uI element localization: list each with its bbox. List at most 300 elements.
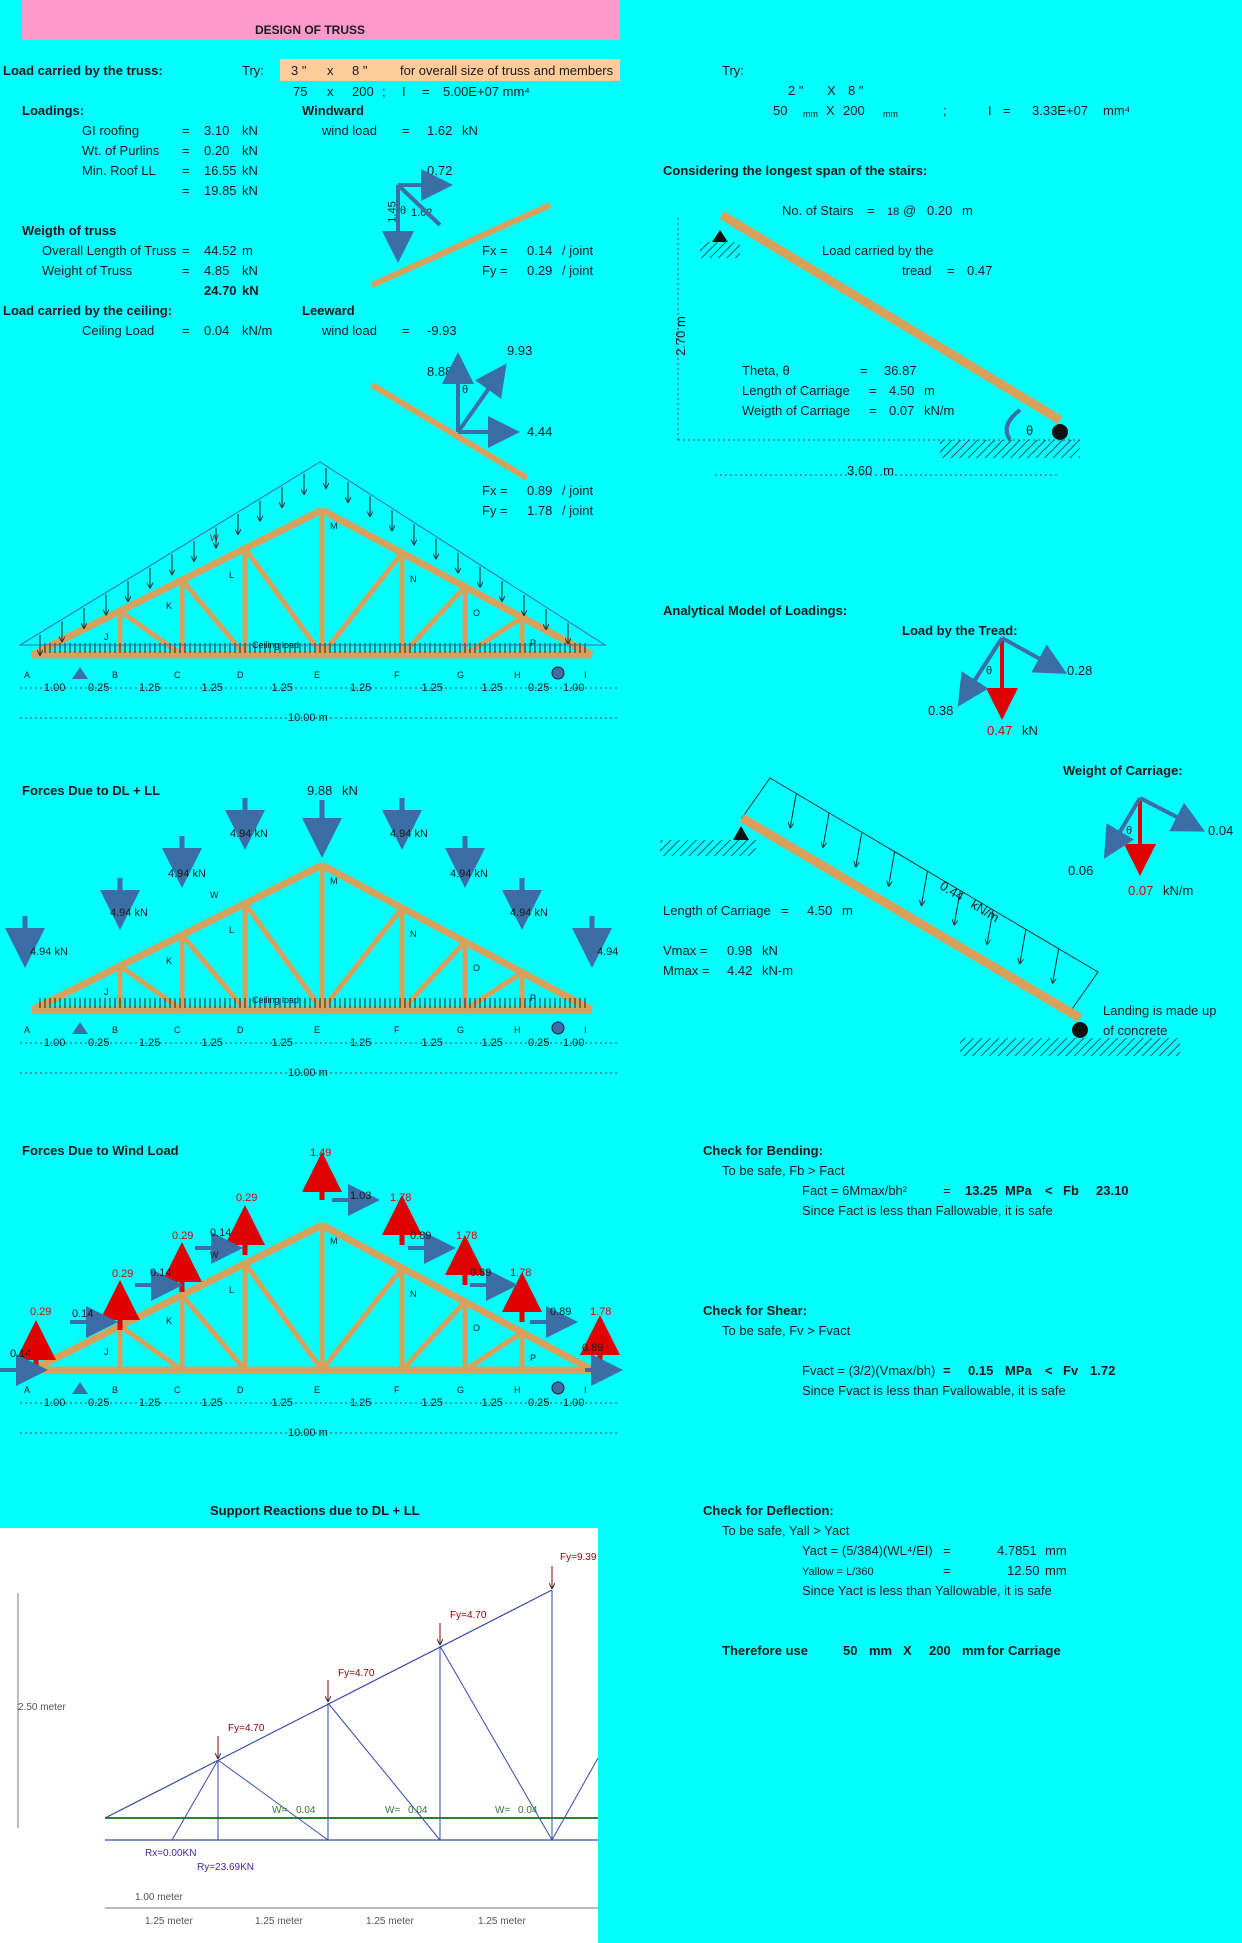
tread-line1: Load carried by the (822, 243, 934, 258)
truss-length-value: 44.52 (204, 243, 237, 258)
diagonal-member (182, 935, 245, 1010)
fy-label: Fy = (482, 503, 508, 518)
stairs-run-value: 3.60 (847, 463, 873, 478)
span-1: 0.25 (88, 1037, 110, 1049)
leeward-diagram (372, 360, 527, 478)
joint-label-b: B (112, 1385, 119, 1395)
joint-label-n: N (410, 928, 417, 939)
joint-label-o: O (473, 962, 481, 973)
stairs-size-x: X (827, 83, 836, 98)
dl-load-label: 4.94 kN (450, 868, 488, 880)
length-value: 4.50 (889, 383, 915, 398)
truss-total: 24.70 (204, 283, 237, 298)
truss-weight-label: Weight of Truss (42, 263, 133, 278)
joint-label-k: K (166, 1316, 173, 1326)
wind-horiz-right-1: 0.89 (410, 1230, 432, 1242)
span-3: 1.25 (201, 1037, 223, 1049)
loading-eq: = (182, 163, 190, 178)
joint-label-h: H (514, 1025, 521, 1035)
joint-label-a: A (24, 670, 31, 680)
bending-allow: 23.10 (1096, 1183, 1129, 1198)
windward-label: wind load (322, 123, 377, 138)
apex-load: 9.88 (307, 783, 333, 798)
deflection-rule: To be safe, Yall > Yact (722, 1523, 850, 1538)
windward-top-force: 0.72 (427, 163, 453, 178)
joint-label-m: M (330, 876, 338, 886)
leeward-fx: 0.89 (527, 483, 553, 498)
wind-horiz-right-2: 0.89 (470, 1267, 492, 1279)
udl-value: 0.44 (937, 878, 967, 904)
diagonal-member (402, 1302, 465, 1370)
rx-label: Rx=0.00KN (145, 1848, 197, 1859)
inertia-label: I (988, 103, 992, 118)
per-joint: / joint (562, 503, 594, 518)
carriage-left: 0.06 (1068, 863, 1094, 878)
wind-horiz-left-0: 0.14 (10, 1348, 32, 1360)
joint-label-a: A (24, 1025, 31, 1035)
tread-value: 0.47 (967, 263, 993, 278)
eq: = (943, 1563, 951, 1578)
span-0: 1.00 (44, 682, 66, 694)
diagonal-member (182, 1295, 245, 1370)
wind-horiz-left-1: 0.14 (72, 1308, 94, 1320)
diagonal-member (465, 972, 522, 1010)
w-value: 0.04 (296, 1805, 316, 1816)
wind-vert-left-3: 0.29 (236, 1192, 258, 1204)
shear-heading: Check for Shear: (703, 1303, 808, 1318)
diagonal-member (182, 580, 245, 655)
joint-label-b: B (112, 1025, 119, 1035)
joint-label-a: A (24, 1385, 31, 1395)
deflection-note: Since Yact is less than Yallowable, it is safe (802, 1583, 1052, 1598)
fx-label: Fx = (482, 243, 508, 258)
final-h: 200 (929, 1643, 951, 1658)
bending-formula: Fact = 6Mmax/bh² (802, 1183, 908, 1198)
diagonal-member (120, 1326, 182, 1370)
analytical-length-value: 4.50 (807, 903, 833, 918)
eq: = (947, 263, 955, 278)
windward-diag-force: 1.62 (411, 207, 433, 219)
tread-down: 0.47 (987, 723, 1013, 738)
dim-semicolon: ; (382, 84, 386, 99)
unit: mm (883, 109, 898, 119)
joint-label-l: L (229, 924, 235, 935)
loadings-heading: Loadings: (22, 103, 85, 118)
wind-horiz-right-3: 0.89 (550, 1306, 572, 1318)
wind-horiz-left-2: 0.14 (150, 1267, 172, 1279)
final-b: 50 (843, 1643, 858, 1658)
unit: kN (462, 123, 478, 138)
span-2: 1.25 (139, 1397, 161, 1409)
reactions-drawing (0, 1528, 598, 1943)
joint-label-g: G (457, 1385, 465, 1395)
joint-label-f: F (394, 1025, 400, 1035)
try-note: for overall size of truss and members (400, 63, 614, 78)
page-title: DESIGN OF TRUSS (255, 23, 366, 37)
unit: kN (762, 943, 778, 958)
span-9: 1.00 (563, 682, 585, 694)
diagonal-member (402, 942, 465, 1010)
carriage-down: 0.07 (1128, 883, 1154, 898)
mmax-label: Mmax = (663, 963, 710, 978)
joint-label-b: B (112, 670, 119, 680)
diagonal-member (465, 617, 522, 655)
diagonal-member (322, 1268, 402, 1370)
x: X (903, 1643, 912, 1658)
joint-label-i: I (584, 1025, 587, 1035)
leeward-vert-force: 8.88 (427, 364, 453, 379)
dim-first: 1.00 meter (135, 1892, 183, 1903)
loading-label: GI roofing (82, 123, 140, 138)
mmax-value: 4.42 (727, 963, 753, 978)
w-value: 0.04 (518, 1805, 538, 1816)
allow-label: Fv (1063, 1363, 1079, 1378)
loading-value: 3.10 (204, 123, 230, 138)
stairs-size-w: 2 " (788, 83, 804, 98)
analytical-heading: Analytical Model of Loadings: (663, 603, 848, 618)
length-label: Length of Carriage (742, 383, 850, 398)
eq: = (860, 363, 868, 378)
per-joint: / joint (562, 483, 594, 498)
shear-note: Since Fvact is less than Fvallowable, it is safe (802, 1383, 1066, 1398)
span-9: 1.00 (563, 1397, 585, 1409)
loading-label: Min. Roof LL (82, 163, 156, 178)
leeward-heading: Leeward (302, 303, 355, 318)
semicolon: ; (943, 103, 947, 118)
deflection-value2: 12.50 (1007, 1563, 1040, 1578)
carriage-right: 0.04 (1208, 823, 1234, 838)
span-6: 1.25 (421, 682, 443, 694)
stairs-try-label: Try: (722, 63, 744, 78)
loading-eq: = (182, 123, 190, 138)
shear-value: 0.15 (968, 1363, 994, 1378)
unit: kN/m (968, 896, 1003, 926)
dl-load-label: 4.94 kN (390, 828, 428, 840)
landing-line1: Landing is made up (1103, 1003, 1217, 1018)
wind-vert-left-1: 0.29 (112, 1268, 134, 1280)
reactions-heading: Support Reactions due to DL + LL (210, 1503, 420, 1518)
span-8: 0.25 (528, 682, 550, 694)
loading-unit: kN (242, 123, 258, 138)
udl-arrow (790, 794, 796, 828)
total-span: 10.00 m (288, 1427, 328, 1439)
joint-label-n: N (410, 1288, 417, 1299)
dim-1: 1.25 meter (145, 1916, 193, 1927)
forces-wind-heading: Forces Due to Wind Load (22, 1143, 179, 1158)
leeward-label: wind load (322, 323, 377, 338)
weight-value: 0.07 (889, 403, 915, 418)
joint-label-e: E (314, 1385, 321, 1395)
loading-label: Wt. of Purlins (82, 143, 160, 158)
ceiling-heading: Load carried by the ceiling: (3, 303, 173, 318)
span-8: 0.25 (528, 1037, 550, 1049)
wind-horiz-left-3: 0.14 (210, 1227, 232, 1239)
joint-label-h: H (514, 670, 521, 680)
udl-arrow (823, 813, 829, 847)
span-1: 0.25 (88, 1397, 110, 1409)
joint-label-c: C (174, 1025, 181, 1035)
leeward-top-force: 9.93 (507, 343, 533, 358)
fy-top: Fy=9.39 (560, 1552, 597, 1563)
final-for: for Carriage (987, 1643, 1061, 1658)
unit: mm (962, 1643, 986, 1658)
deflection-formula1: Yact = (5/384)(WL⁴/EI) (802, 1543, 933, 1558)
udl-arrow (856, 832, 862, 866)
w-label: W= (272, 1805, 288, 1816)
span-7: 1.25 (481, 1397, 503, 1409)
joint-label-j: J (104, 632, 109, 642)
eq: = (402, 323, 410, 338)
dl-load-label: 4.94 kN (510, 907, 548, 919)
w-label: W (210, 1250, 219, 1260)
dim-i: I (402, 84, 406, 99)
w-label: W= (385, 1805, 401, 1816)
bending-value: 13.25 (965, 1183, 998, 1198)
no-stairs-label: No. of Stairs (782, 203, 854, 218)
try-width: 3 " (291, 63, 307, 78)
shear-formula: Fvact = (3/2)(Vmax/bh) (802, 1363, 936, 1378)
unit: MPa (1005, 1183, 1032, 1198)
dim-3: 1.25 meter (366, 1916, 414, 1927)
eq: = (867, 203, 875, 218)
shear-allow: 1.72 (1090, 1363, 1116, 1378)
pin-support (72, 1022, 88, 1034)
span-8: 0.25 (528, 1397, 550, 1409)
stairs-inertia: 3.33E+07 (1032, 103, 1089, 118)
roller-support (552, 1382, 564, 1394)
top-chord-left (32, 1225, 322, 1370)
joint-label-d: D (237, 670, 244, 680)
deflection-heading: Check for Deflection: (703, 1503, 834, 1518)
udl-arrow (889, 852, 895, 886)
span-4: 1.25 (271, 682, 293, 694)
joint-label-i: I (584, 670, 587, 680)
unit: MPa (1005, 1363, 1032, 1378)
w-value: 0.04 (408, 1805, 428, 1816)
unit: mm (869, 1643, 893, 1658)
joint-label-l: L (229, 569, 235, 580)
load-truss-heading: Load carried by the truss: (3, 63, 163, 78)
at: @ (903, 203, 917, 218)
height-label: 2.50 meter (18, 1702, 66, 1713)
carriage-load-diagram (1108, 798, 1198, 868)
windward-value: 1.62 (427, 123, 453, 138)
joint-label-n: N (410, 573, 417, 584)
wind-apex: 1.49 (310, 1147, 332, 1159)
joint-label-j: J (104, 1347, 109, 1357)
diagonal-member (120, 611, 182, 655)
allow-label: Fb (1063, 1183, 1079, 1198)
span-2: 1.25 (139, 682, 161, 694)
unit: m (842, 903, 853, 918)
weight-truss-heading: Weigth of truss (22, 223, 117, 238)
fy-left: Fy=4.70 (228, 1723, 265, 1734)
stairs-height (673, 316, 689, 356)
joint-label-k: K (166, 956, 173, 966)
leeward-fy: 1.78 (527, 503, 553, 518)
bending-note: Since Fact is less than Fallowable, it is safe (802, 1203, 1053, 1218)
windward-fy: 0.29 (527, 263, 553, 278)
top-chord-left (32, 865, 322, 1010)
unit: m (242, 243, 253, 258)
truss-diagram-3 (0, 1162, 620, 1433)
unit: m (883, 463, 894, 478)
top-chord-right (322, 510, 592, 655)
span-4: 1.25 (271, 1037, 293, 1049)
joint-label-d: D (237, 1025, 244, 1035)
w-label: W (210, 533, 219, 543)
analytical-length-label: Length of Carriage (663, 903, 771, 918)
joint-label-m: M (330, 1236, 338, 1246)
fy-mid-1: Fy=4.70 (450, 1610, 487, 1621)
joint-label-o: O (473, 1322, 481, 1333)
loading-unit: kN (242, 183, 258, 198)
unit: mm (1045, 1563, 1067, 1578)
stairs-size-h: 8 " (848, 83, 864, 98)
wind-vert-left-2: 0.29 (172, 1230, 194, 1242)
bending-heading: Check for Bending: (703, 1143, 823, 1158)
eq: = (943, 1543, 951, 1558)
vmax-value: 0.98 (727, 943, 753, 958)
unit: m (962, 203, 973, 218)
span-9: 1.00 (563, 1037, 585, 1049)
theta-symbol: θ (1126, 825, 1133, 837)
wind-vert-right-3: 1.78 (590, 1306, 612, 1318)
dl-load-label: 4.94 kN (168, 868, 206, 880)
stairs-h: 200 (843, 103, 865, 118)
longest-span-heading: Considering the longest span of the stairs: (663, 163, 928, 178)
eq: = (869, 383, 877, 398)
tread-heading: Load by the Tread: (902, 623, 1018, 638)
unit: kN (242, 283, 259, 298)
span-7: 1.25 (481, 682, 503, 694)
wind-horiz-right-0: 1.03 (350, 1190, 372, 1202)
eq: = (943, 1183, 951, 1198)
wind-vert-right-1: 1.78 (456, 1230, 478, 1242)
w-label: W (210, 890, 219, 900)
span-4: 1.25 (271, 1397, 293, 1409)
truss-length-label: Overall Length of Truss (42, 243, 177, 258)
eq: = (402, 123, 410, 138)
joint-label-k: K (166, 601, 173, 611)
diagonal-member (245, 1264, 322, 1371)
carriage-heading: Weight of Carriage: (1063, 763, 1183, 778)
joint-label-m: M (330, 521, 338, 531)
weight-label: Weigth of Carriage (742, 403, 851, 418)
diagonal-member (465, 1332, 522, 1370)
eq: = (869, 403, 877, 418)
joint-label-p: P (530, 993, 537, 1004)
joint-label-f: F (394, 670, 400, 680)
dim-2: 1.25 meter (255, 1916, 303, 1927)
unit: kN (342, 783, 358, 798)
loading-unit: kN (242, 163, 258, 178)
loading-eq: = (182, 143, 190, 158)
eq: = (781, 903, 789, 918)
joint-label-e: E (314, 670, 321, 680)
joint-label-o: O (473, 607, 481, 618)
truss-weight-value: 4.85 (204, 263, 230, 278)
tread-left: 0.38 (928, 703, 954, 718)
eq: = (1003, 103, 1011, 118)
theta-symbol: θ (400, 205, 407, 217)
joint-label-h: H (514, 1385, 521, 1395)
try-label: Try: (242, 63, 264, 78)
joint-label-i: I (584, 1385, 587, 1395)
joint-label-f: F (394, 1385, 400, 1395)
span-1: 0.25 (88, 682, 110, 694)
stairs-theta: θ (1026, 423, 1034, 438)
span-6: 1.25 (421, 1037, 443, 1049)
top-chord-right (322, 1225, 592, 1370)
forces-dl-heading: Forces Due to DL + LL (22, 783, 161, 798)
theta-value: 36.87 (884, 363, 917, 378)
unit: kN (1022, 723, 1038, 738)
vmax-label: Vmax = (663, 943, 708, 958)
wind-vert-left-0: 0.29 (30, 1306, 52, 1318)
loading-value: 16.55 (204, 163, 237, 178)
wind-vert-right-0: 1.78 (390, 1192, 412, 1204)
unit: mm (1045, 1543, 1067, 1558)
w-label: W= (495, 1805, 511, 1816)
unit: kN-m (762, 963, 794, 978)
span-0: 1.00 (44, 1397, 66, 1409)
udl-arrow (921, 871, 927, 905)
end-load-right: 4.94 (597, 946, 619, 958)
joint-label-g: G (457, 1025, 465, 1035)
span-3: 1.25 (201, 1397, 223, 1409)
wind-end-right: 0.89 (582, 1342, 604, 1354)
per-joint: / joint (562, 243, 594, 258)
joint-label-p: P (530, 1353, 537, 1364)
pin-support (72, 1382, 88, 1394)
dl-load-label: 4.94 kN (110, 907, 148, 919)
tread-line2: tread (902, 263, 932, 278)
windward-diagram (372, 185, 553, 285)
diagonal-member (322, 553, 402, 655)
unit: kN/m (924, 403, 955, 418)
unit: m (672, 316, 688, 327)
unit: kN/m (1163, 883, 1194, 898)
eq: = (182, 243, 190, 258)
try-x: x (327, 63, 334, 78)
final-therefore: Therefore use (722, 1643, 808, 1658)
theta-symbol: θ (986, 665, 993, 677)
fy-label: Fy = (482, 263, 508, 278)
tread-load-diagram (962, 638, 1060, 712)
stairs-run (847, 463, 894, 479)
ceiling-label: Ceiling Load (82, 323, 155, 338)
loading-eq: = (182, 183, 190, 198)
span-6: 1.25 (421, 1397, 443, 1409)
deflection-formula2: Yallow = L/360 (802, 1566, 874, 1578)
windward-heading: Windward (302, 103, 364, 118)
span-0: 1.00 (44, 1037, 66, 1049)
windward-vert-force: 1.45 (386, 201, 399, 223)
stairs-height-value: 2.70 (672, 330, 688, 356)
udl-arrow (1020, 929, 1026, 963)
eq: = (943, 1363, 951, 1378)
stairs-x: X (826, 103, 835, 118)
wind-vert-right-2: 1.78 (510, 1267, 532, 1279)
leeward-value: -9.93 (427, 323, 457, 338)
total-span: 10.00 m (288, 712, 328, 724)
diagonal-member (120, 966, 182, 1010)
theta-label: Theta, θ (742, 363, 790, 378)
total-span: 10.00 m (288, 1067, 328, 1079)
top-chord-left (32, 510, 322, 655)
joint-label-c: C (174, 1385, 181, 1395)
